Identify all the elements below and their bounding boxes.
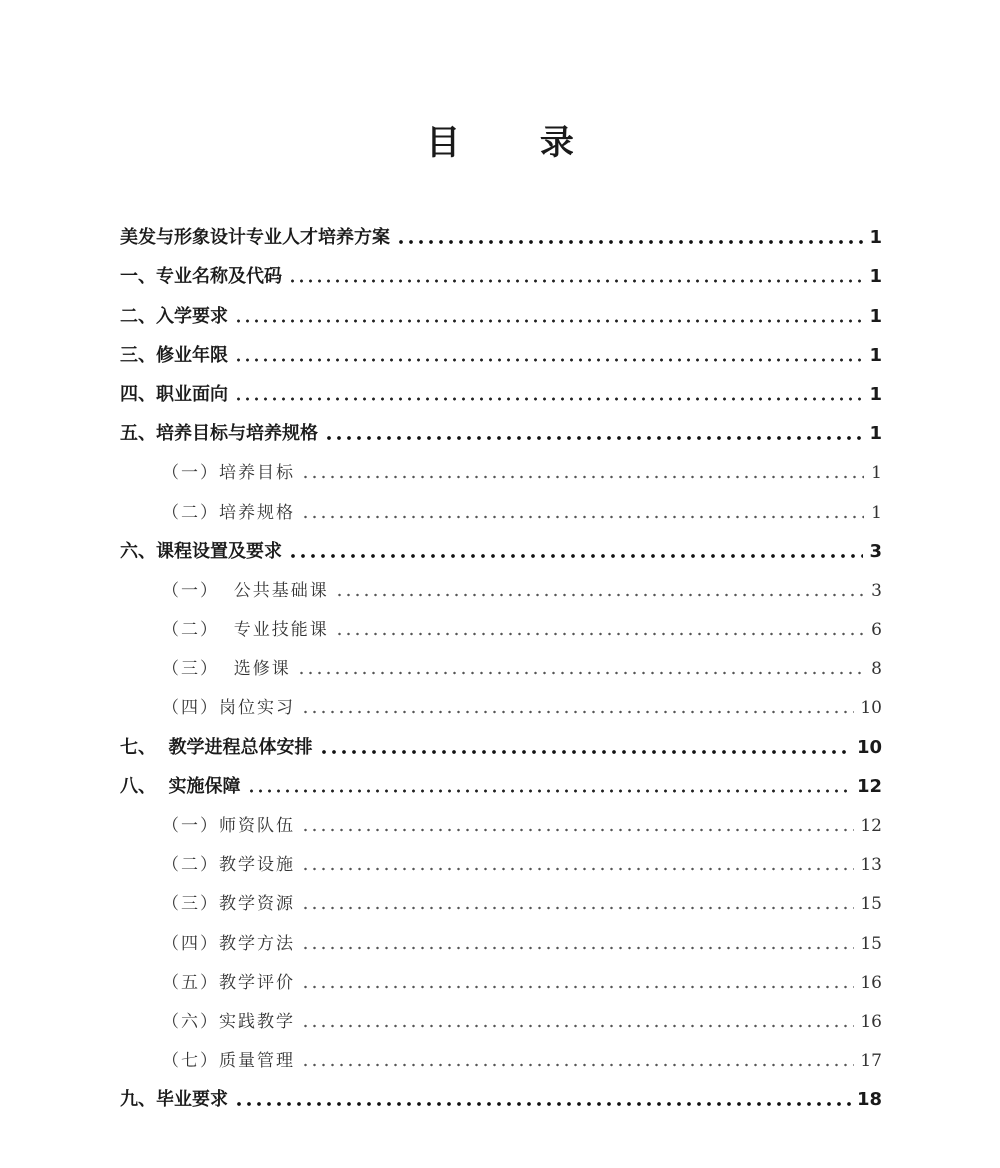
- toc-entry[interactable]: [120, 251, 882, 290]
- toc-entry-page: 1: [869, 305, 882, 327]
- toc-entry-page: 1: [869, 266, 882, 288]
- toc-entry-page: 1: [869, 344, 882, 366]
- dot-leader: [324, 435, 863, 441]
- dot-leader: [297, 670, 864, 676]
- dot-leader: [301, 984, 854, 990]
- toc-entry[interactable]: [120, 212, 882, 251]
- toc-entry[interactable]: [120, 330, 882, 369]
- toc-entry-label: 七、 教学进程总体安排: [120, 736, 313, 758]
- table-of-contents: [120, 212, 882, 1113]
- dot-leader: [301, 827, 854, 833]
- dot-leader: [301, 514, 864, 520]
- toc-subentry-page: 16: [860, 972, 882, 993]
- toc-entry-label: 美发与形象设计专业人才培养方案: [120, 227, 390, 249]
- dot-leader: [247, 788, 851, 794]
- toc-subentry[interactable]: [120, 917, 882, 956]
- toc-entry[interactable]: [120, 1074, 882, 1113]
- toc-entry-page: 18: [856, 1089, 882, 1111]
- toc-subentry[interactable]: [120, 604, 882, 643]
- toc-entry-page: 12: [856, 775, 882, 797]
- toc-subentry-label: （一） 公共基础课: [162, 580, 329, 601]
- toc-subentry-page: 8: [871, 659, 882, 680]
- toc-subentry-page: 1: [871, 502, 882, 523]
- toc-subentry-label: （一）师资队伍: [162, 816, 295, 836]
- dot-leader: [301, 709, 854, 715]
- toc-entry-page: 10: [856, 736, 882, 758]
- dot-leader: [234, 1101, 851, 1107]
- toc-subentry[interactable]: [120, 800, 882, 839]
- toc-subentry-label: （四）岗位实习: [162, 698, 295, 719]
- toc-subentry-page: 12: [860, 816, 882, 836]
- dot-leader: [301, 1023, 854, 1029]
- toc-subentry-page: 15: [860, 894, 882, 915]
- toc-entry-label: 三、修业年限: [120, 344, 228, 366]
- toc-entry[interactable]: [120, 761, 882, 800]
- toc-entry-label: 二、入学要求: [120, 305, 228, 327]
- toc-subentry-page: 16: [860, 1011, 882, 1032]
- toc-subentry[interactable]: [120, 447, 882, 486]
- toc-subentry-label: （五）教学评价: [162, 972, 295, 993]
- toc-subentry[interactable]: [120, 878, 882, 917]
- toc-subentry-page: 10: [860, 698, 882, 719]
- toc-entry-page: 1: [869, 383, 882, 405]
- toc-subentry-page: 1: [871, 463, 882, 484]
- toc-subentry-page: 13: [860, 855, 882, 876]
- toc-subentry-label: （七）质量管理: [162, 1051, 295, 1072]
- dot-leader: [301, 866, 854, 872]
- dot-leader: [396, 239, 863, 245]
- dot-leader: [288, 278, 863, 284]
- dot-leader: [319, 749, 851, 755]
- toc-subentry-label: （二） 专业技能课: [162, 620, 329, 641]
- toc-subentry[interactable]: [120, 486, 882, 525]
- dot-leader: [301, 905, 854, 911]
- dot-leader: [234, 396, 863, 402]
- toc-entry-label: 五、培养目标与培养规格: [120, 423, 318, 445]
- toc-entry-label: 六、课程设置及要求: [120, 540, 282, 562]
- dot-leader: [301, 945, 854, 951]
- dot-leader: [301, 474, 864, 480]
- toc-entry-label: 一、专业名称及代码: [120, 266, 282, 288]
- toc-entry[interactable]: [120, 408, 882, 447]
- dot-leader: [288, 553, 863, 559]
- toc-subentry-label: （二）教学设施: [162, 855, 295, 876]
- toc-entry-label: 四、职业面向: [120, 383, 228, 405]
- toc-entry-page: 1: [869, 423, 882, 445]
- toc-entry-label: 八、 实施保障: [120, 775, 241, 797]
- toc-subentry[interactable]: [120, 839, 882, 878]
- toc-title: 目 录: [426, 123, 608, 163]
- toc-subentry-label: （三）教学资源: [162, 894, 295, 915]
- toc-entry[interactable]: [120, 526, 882, 565]
- toc-entry[interactable]: [120, 369, 882, 408]
- toc-subentry[interactable]: [120, 682, 882, 721]
- toc-entry[interactable]: [120, 290, 882, 329]
- toc-subentry[interactable]: [120, 996, 882, 1035]
- dot-leader: [234, 357, 863, 363]
- dot-leader: [234, 318, 863, 324]
- toc-subentry[interactable]: [120, 957, 882, 996]
- toc-subentry[interactable]: [120, 565, 882, 604]
- toc-entry[interactable]: [120, 721, 882, 760]
- dot-leader: [335, 631, 864, 637]
- dot-leader: [301, 1062, 854, 1068]
- toc-subentry-page: 15: [860, 933, 882, 954]
- toc-subentry[interactable]: [120, 643, 882, 682]
- toc-subentry-label: （二）培养规格: [162, 502, 295, 523]
- toc-entry-label: 九、毕业要求: [120, 1089, 228, 1111]
- dot-leader: [335, 592, 864, 598]
- toc-entry-page: 1: [869, 227, 882, 249]
- toc-subentry-label: （六）实践教学: [162, 1011, 295, 1032]
- toc-subentry[interactable]: [120, 1035, 882, 1074]
- toc-subentry-label: （一）培养目标: [162, 463, 295, 484]
- toc-subentry-page: 3: [871, 580, 882, 601]
- toc-subentry-label: （三） 选修课: [162, 659, 291, 680]
- toc-entry-page: 3: [869, 540, 882, 562]
- toc-subentry-page: 6: [871, 620, 882, 641]
- toc-subentry-label: （四）教学方法: [162, 933, 295, 954]
- toc-subentry-page: 17: [860, 1051, 882, 1072]
